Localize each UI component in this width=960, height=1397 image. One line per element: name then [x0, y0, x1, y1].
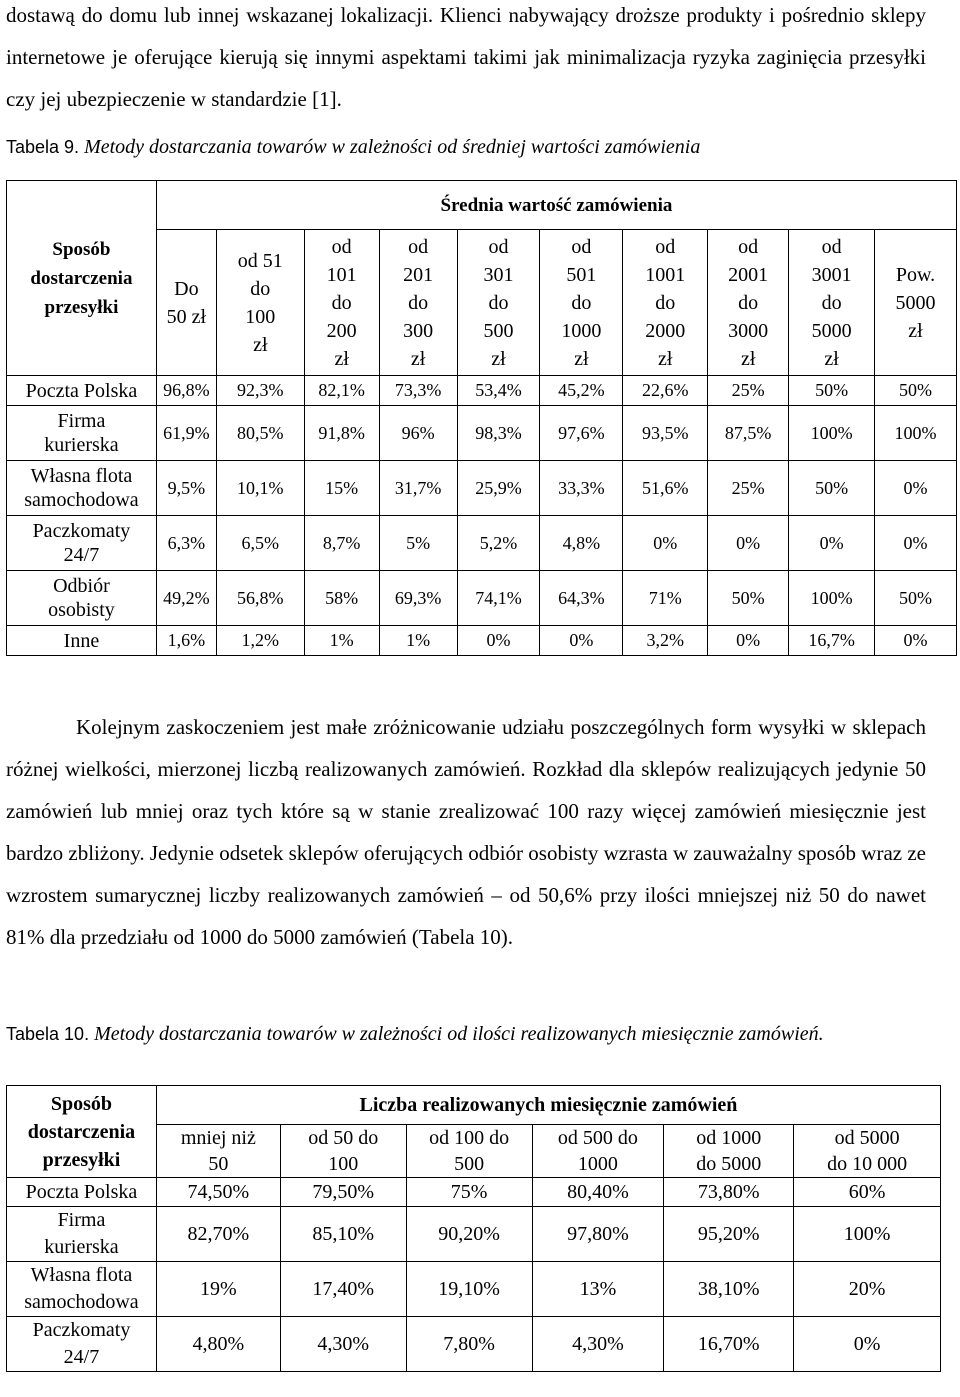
table-cell: 75%: [406, 1178, 532, 1207]
table-cell: 64,3%: [540, 571, 623, 626]
row-label-line: samochodowa: [24, 1291, 139, 1313]
table-cell: 0%: [457, 626, 540, 656]
column-header-line: do: [821, 291, 842, 314]
column-header-line: 101: [326, 263, 357, 286]
table-cell: 50%: [875, 571, 957, 626]
row-label-line: Firma: [57, 410, 106, 432]
table-cell: 33,3%: [540, 461, 623, 516]
table-cell: 69,3%: [379, 571, 457, 626]
table-cell: 87,5%: [708, 406, 789, 461]
corner-header: Sposób dostarczenia przesyłki: [7, 181, 157, 376]
table-cell: 85,10%: [280, 1207, 406, 1262]
table-cell: 20%: [794, 1262, 941, 1317]
table-cell: 74,50%: [156, 1178, 280, 1207]
table-cell: 16,70%: [664, 1317, 794, 1372]
table-cell: 93,5%: [623, 406, 708, 461]
table-cell: 7,80%: [406, 1317, 532, 1372]
row-label: [7, 571, 157, 626]
row-label-line: kurierska: [44, 434, 119, 456]
row-label: [7, 1317, 157, 1372]
column-header: [875, 230, 957, 376]
table-cell: 3,2%: [623, 626, 708, 656]
table-row: [7, 1262, 941, 1317]
column-header-line: 301: [483, 263, 514, 286]
table-cell: 96%: [379, 406, 457, 461]
column-header-line: od 51: [237, 249, 283, 272]
table-cell: 51,6%: [623, 461, 708, 516]
table-cell: 0%: [789, 516, 875, 571]
table-cell: 10,1%: [216, 461, 304, 516]
column-header-line: od: [331, 235, 352, 258]
column-header-line: 50 zł: [166, 305, 207, 328]
table-cell: 100%: [789, 406, 875, 461]
row-label-line: kurierska: [44, 1236, 119, 1258]
table-cell: 80,40%: [532, 1178, 664, 1207]
column-header-line: do: [408, 291, 429, 314]
column-header: [708, 230, 789, 376]
table-cell: 61,9%: [156, 406, 216, 461]
row-label: [7, 1178, 157, 1207]
row-label-line: 24/7: [63, 544, 100, 566]
row-label: [7, 516, 157, 571]
header-row: [7, 181, 957, 230]
column-header-line: Pow.: [895, 263, 936, 286]
group-header: Liczba realizowanych miesięcznie zamówień: [156, 1086, 940, 1125]
table-row: [7, 406, 957, 461]
row-label: [7, 406, 157, 461]
table-cell: 15%: [304, 461, 379, 516]
column-header-line: 100: [328, 1153, 359, 1175]
table-cell: 53,4%: [457, 376, 540, 406]
table-cell: 80,5%: [216, 406, 304, 461]
table-cell: 71%: [623, 571, 708, 626]
table-cell: 25,9%: [457, 461, 540, 516]
column-header-line: 201: [403, 263, 434, 286]
table-row: [7, 1207, 941, 1262]
column-header-line: 50: [208, 1153, 229, 1175]
column-header-line: od: [488, 235, 509, 258]
table-cell: 50%: [708, 571, 789, 626]
row-label: [7, 461, 157, 516]
table-cell: 22,6%: [623, 376, 708, 406]
table-cell: 49,2%: [156, 571, 216, 626]
table-cell: 13%: [532, 1262, 664, 1317]
table9-caption: [6, 135, 700, 160]
column-header-line: 1000: [577, 1153, 618, 1175]
table-cell: 0%: [875, 516, 957, 571]
table-cell: 0%: [708, 626, 789, 656]
table-row: [7, 626, 957, 656]
table-cell: 25%: [708, 376, 789, 406]
column-header-line: 3001: [811, 263, 852, 286]
table-cell: 0%: [623, 516, 708, 571]
table-cell: 60%: [794, 1178, 941, 1207]
table-cell: 73,80%: [664, 1178, 794, 1207]
table-cell: 4,8%: [540, 516, 623, 571]
column-header: [540, 230, 623, 376]
column-header-line: 100: [245, 305, 276, 328]
table-cell: 6,5%: [216, 516, 304, 571]
column-header-line: 500: [483, 319, 514, 342]
column-header-line: 200: [326, 319, 357, 342]
table-cell: 8,7%: [304, 516, 379, 571]
table-cell: 90,20%: [406, 1207, 532, 1262]
body-paragraph-text: Kolejnym zaskoczeniem jest małe zróżnicowanie udziału poszczególnych form wysyłki w sklepach różnej wielkości, mierzonej liczbą realizowanych zamówień. Rozkład dla sklepów realizujących jedynie 50 zamówień lub mniej oraz tych które są w stanie zrealizować 100 razy więcej zamówień miesięcznie jest bardzo zbliżony. Jedynie odsetek sklepów oferujących odbiór osobisty wzrasta w zauważalny sposób wraz ze wzrostem sumarycznej liczby realizowanych zamówień – od 50,6% przy ilości mniejszej niż 50 do nawet 81% dla przedziału od 1000 do 5000 zamówień (Tabela 10).: [6, 715, 927, 949]
table-row: [7, 376, 957, 406]
column-header-line: do 5000: [696, 1153, 762, 1175]
table-cell: 50%: [789, 461, 875, 516]
table-cell: 0%: [540, 626, 623, 656]
column-header-line: od: [655, 235, 676, 258]
table-cell: 25%: [708, 461, 789, 516]
table-cell: 4,30%: [532, 1317, 664, 1372]
column-header-line: od 1000: [696, 1127, 762, 1149]
table-cell: 100%: [794, 1207, 941, 1262]
table-cell: 95,20%: [664, 1207, 794, 1262]
row-label-line: 24/7: [63, 1346, 100, 1368]
intro-paragraph: dostawą do domu lub innej wskazanej lokalizacji. Klienci nabywający droższe produkty i pośrednio sklepy internetowe je oferujące kierują się innymi aspektami takimi jak minimalizacja ryzyka zaginięcia przesyłki czy jej ubezpieczenie w standardzie [1].: [6, 3, 926, 111]
table9-caption-title: Metody dostarczania towarów w zależności od średniej wartości zamówienia: [84, 136, 701, 158]
table-cell: 5%: [379, 516, 457, 571]
column-header-line: do 10 000: [827, 1153, 908, 1175]
table-cell: 97,6%: [540, 406, 623, 461]
table-cell: 1%: [379, 626, 457, 656]
table-cell: 19%: [156, 1262, 280, 1317]
column-header: [216, 230, 304, 376]
table-cell: 74,1%: [457, 571, 540, 626]
row-label-line: Odbiór: [53, 575, 110, 597]
table-cell: 96,8%: [156, 376, 216, 406]
row-label: [7, 376, 157, 406]
column-header-line: od 50 do: [308, 1127, 379, 1149]
column-header-line: od: [571, 235, 592, 258]
column-header-line: do: [250, 277, 271, 300]
column-header-line: do: [331, 291, 352, 314]
column-header-line: 501: [566, 263, 597, 286]
table-cell: 1,6%: [156, 626, 216, 656]
table10-caption: [6, 1022, 926, 1047]
column-header-line: 500: [454, 1153, 485, 1175]
row-label-line: samochodowa: [24, 489, 139, 511]
table-cell: 45,2%: [540, 376, 623, 406]
table-cell: 0%: [875, 461, 957, 516]
column-header-line: zł: [574, 347, 589, 370]
column-header-line: zł: [334, 347, 349, 370]
column-header: [406, 1125, 532, 1178]
column-header: [156, 1125, 280, 1178]
column-header-line: do: [655, 291, 676, 314]
body-paragraph: [6, 706, 926, 958]
column-header: [156, 230, 216, 376]
column-header-line: od: [821, 235, 842, 258]
table10: [6, 1085, 941, 1372]
column-header-line: 5000: [811, 319, 852, 342]
table-cell: 19,10%: [406, 1262, 532, 1317]
table-cell: 0%: [708, 516, 789, 571]
table-cell: 58%: [304, 571, 379, 626]
table-cell: 1%: [304, 626, 379, 656]
table-cell: 50%: [875, 376, 957, 406]
column-header-line: 3000: [728, 319, 769, 342]
table-cell: 50%: [789, 376, 875, 406]
table-cell: 91,8%: [304, 406, 379, 461]
column-header-line: do: [488, 291, 509, 314]
row-label-line: Własna flota: [30, 465, 133, 487]
column-header-line: zł: [491, 347, 506, 370]
row-label: [7, 1207, 157, 1262]
table10-caption-number: Tabela 10.: [6, 1024, 90, 1044]
column-header-line: 2000: [645, 319, 686, 342]
header-row: [7, 1086, 941, 1125]
table9-caption-number: Tabela 9.: [6, 137, 80, 157]
table-cell: 100%: [875, 406, 957, 461]
column-header-line: od 500 do: [557, 1127, 638, 1149]
table-cell: 9,5%: [156, 461, 216, 516]
column-header-line: zł: [658, 347, 673, 370]
column-header: [280, 1125, 406, 1178]
column-header-line: od 5000: [834, 1127, 900, 1149]
table-cell: 79,50%: [280, 1178, 406, 1207]
table-row: [7, 1317, 941, 1372]
table-row: [7, 571, 957, 626]
row-label-line: Inne: [63, 629, 100, 652]
row-label-line: Firma: [57, 1209, 106, 1231]
column-header-line: do: [738, 291, 759, 314]
table-cell: 82,70%: [156, 1207, 280, 1262]
table-cell: 5,2%: [457, 516, 540, 571]
table-row: [7, 461, 957, 516]
column-header-line: od: [408, 235, 429, 258]
column-header-line: 1000: [561, 319, 602, 342]
table9: [6, 180, 957, 656]
column-header: [304, 230, 379, 376]
row-label-line: osobisty: [48, 599, 115, 621]
table-cell: 16,7%: [789, 626, 875, 656]
column-header: [379, 230, 457, 376]
column-header-line: od 100 do: [429, 1127, 510, 1149]
row-label-line: Paczkomaty: [32, 520, 131, 542]
corner-header: Sposób dostarczenia przesyłki: [7, 1086, 157, 1178]
table-cell: 4,80%: [156, 1317, 280, 1372]
column-header-line: zł: [253, 333, 268, 356]
table-cell: 56,8%: [216, 571, 304, 626]
table-cell: 38,10%: [664, 1262, 794, 1317]
column-header-line: do: [571, 291, 592, 314]
table-cell: 97,80%: [532, 1207, 664, 1262]
column-header-line: zł: [740, 347, 756, 370]
table-row: [7, 1178, 941, 1207]
group-header: Średnia wartość zamówienia: [156, 181, 956, 230]
table-cell: 17,40%: [280, 1262, 406, 1317]
column-header-line: 1001: [645, 263, 686, 286]
column-header: [789, 230, 875, 376]
column-header: [664, 1125, 794, 1178]
column-header-line: 300: [403, 319, 434, 342]
table-cell: 0%: [794, 1317, 941, 1372]
table-row: [7, 516, 957, 571]
table-cell: 98,3%: [457, 406, 540, 461]
column-header-line: mniej niż: [180, 1127, 256, 1149]
row-label: [7, 1262, 157, 1317]
table-cell: 100%: [789, 571, 875, 626]
column-header-line: zł: [824, 347, 839, 370]
table-cell: 92,3%: [216, 376, 304, 406]
column-header-line: 2001: [728, 263, 769, 286]
table-cell: 6,3%: [156, 516, 216, 571]
table-cell: 4,30%: [280, 1317, 406, 1372]
table10-caption-title: Metody dostarczania towarów w zależności od ilości realizowanych miesięcznie zamówień.: [94, 1023, 824, 1045]
table-cell: 1,2%: [216, 626, 304, 656]
column-header: [457, 230, 540, 376]
table-cell: 73,3%: [379, 376, 457, 406]
column-header-line: 5000: [895, 291, 936, 314]
table-cell: 31,7%: [379, 461, 457, 516]
row-label-line: Własna flota: [30, 1264, 133, 1286]
row-label-line: Paczkomaty: [32, 1319, 131, 1341]
table-cell: 82,1%: [304, 376, 379, 406]
table-cell: 0%: [875, 626, 957, 656]
row-label-line: Poczta Polska: [25, 1180, 138, 1203]
column-header-line: od: [738, 235, 759, 258]
row-label-line: Poczta Polska: [25, 379, 138, 402]
column-header-line: Do: [174, 277, 199, 300]
row-label: [7, 626, 157, 656]
column-header: [623, 230, 708, 376]
column-header-line: zł: [410, 347, 426, 370]
column-header: [794, 1125, 941, 1178]
column-header-line: zł: [908, 319, 923, 342]
column-header: [532, 1125, 664, 1178]
